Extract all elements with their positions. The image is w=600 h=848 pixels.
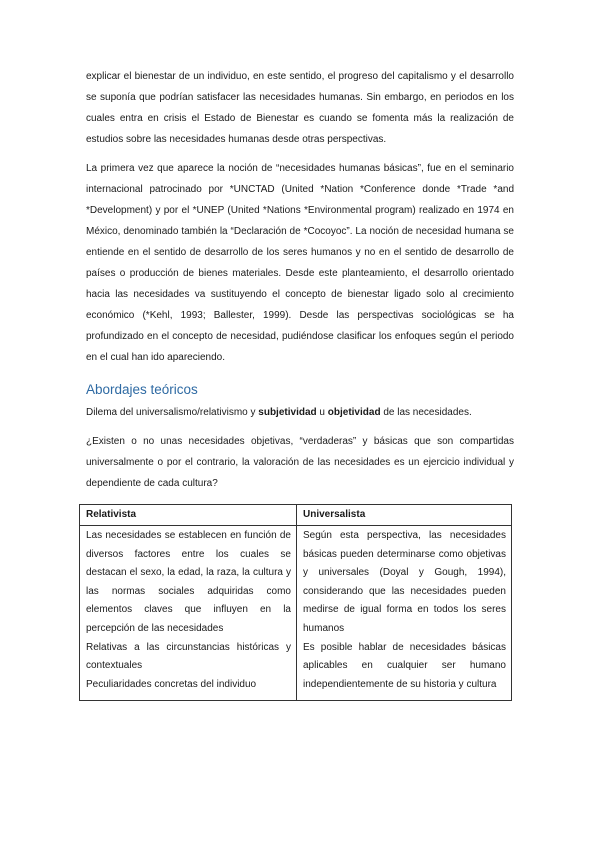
question-paragraph: ¿Existen o no unas necesidades objetivas, “verdaderas” y básicas que son compartidas universalmente o por el contrario, la valoración de las necesidades es un ejercicio individual y dependiente de cada cultura? (86, 436, 514, 489)
intro-paragraph: explicar el bienestar de un individuo, en este sentido, el progreso del capitalismo y el desarrollo se suponía que podrían satisfacer las necesidades humanas. Sin embargo, en periodos en los cuales entra en crisis el Estado de Bienestar es cuando se fomenta más la realización de estudios sobre las necesidades humanas desde otras perspectivas. (86, 71, 514, 145)
document-page (86, 66, 514, 701)
section-heading: Abordajes teóricos (86, 382, 198, 397)
header-universalista: Universalista (297, 505, 512, 526)
dilema-text-3: de las necesidades. (380, 407, 472, 418)
dilema-bold-objetividad: objetividad (327, 407, 381, 418)
table-header-row (80, 505, 512, 526)
universalista-cell (297, 526, 512, 701)
relativista-cell (80, 526, 297, 701)
relativista-item: Relativas a las circunstancias históricas y contextuales (86, 641, 291, 672)
header-relativista: Relativista (80, 505, 297, 526)
history-paragraph: La primera vez que aparece la noción de “necesidades humanas básicas”, fue en el seminario internacional patrocinado por *UNCTAD (United *Nation *Conference donde *Trade *and *Development) y por el *UNEP (United *Nations *Environmental program) realizado en 1974 en México, denominado también la “Declaración de *Cocoyoc”. La noción de necesidad humana se entiende en el sentido de desarrollo de los seres humanos y no en el sentido de desarrollo de países o producción de bienes materiales. Desde este planteamiento, el desarrollo orientado hacia las necesidades va sustituyendo el concepto de bienestar ligado solo al crecimiento económico (*Kehl, 1993; Ballester, 1999). Desde las perspectivas sociológicas se ha profundizado en el concepto de necesidad, pudiéndose clasificar los enfoques según el periodo en el cual han ido apareciendo. (86, 163, 514, 363)
dilema-line (86, 402, 514, 423)
relativista-item: Las necesidades se establecen en función de diversos factores entre los cuales se destacan el sexo, la edad, la raza, la cultura y las normas sociales adquiridas como elementos claves que influyen en la percepción de las necesidades (86, 530, 291, 634)
dilema-bold-subjetividad: subjetividad (258, 407, 317, 418)
relativista-item: Peculiaridades concretas del individuo (86, 678, 257, 690)
universalista-item: Según esta perspectiva, las necesidades básicas pueden determinarse como objetivas y universales (Doyal y Gough, 1994), considerando que las necesidades pueden medirse de igual forma en todos los seres humanos (303, 530, 506, 634)
dilema-text-1: Dilema del universalismo/relativismo y (86, 407, 259, 418)
table-row (80, 526, 512, 701)
dilema-text-2: u (316, 407, 328, 418)
universalista-item: Es posible hablar de necesidades básicas aplicables en cualquier ser humano independientemente de su historia y cultura (303, 641, 506, 690)
comparison-table (79, 504, 512, 701)
